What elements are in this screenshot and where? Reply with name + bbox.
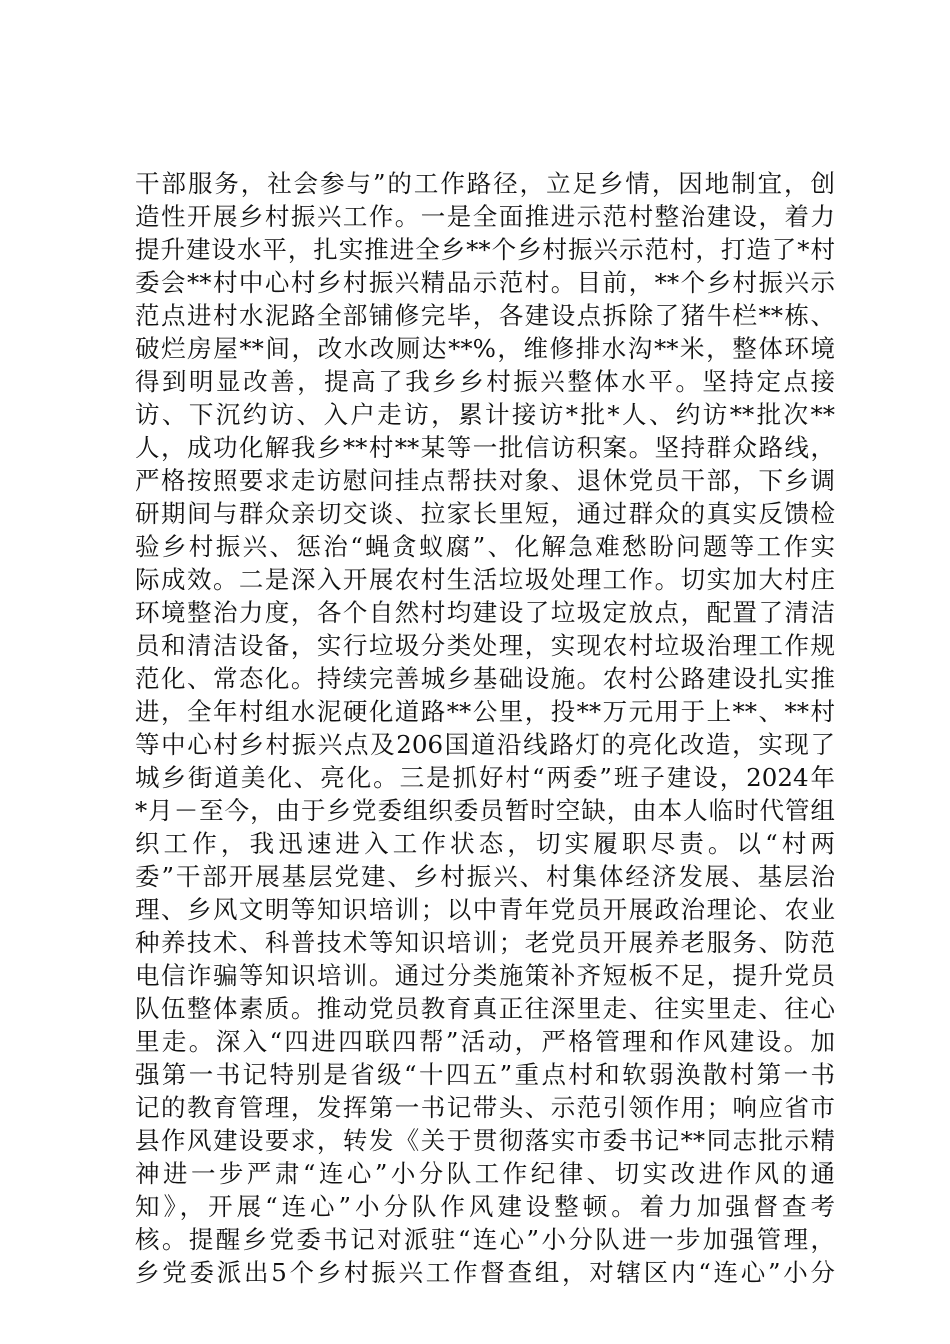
text-line: 队伍整体素质。推动党员教育真正往深里走、往实里走、往心 [135, 994, 835, 1023]
text-line: 神进一步严肃“连心”小分队工作纪律、切实改进作风的通 [135, 1159, 835, 1188]
text-line: 范点进村水泥路全部铺修完毕，各建设点拆除了猪牛栏**栋、 [135, 301, 835, 330]
text-line: 委”干部开展基层党建、乡村振兴、村集体经济发展、基层治 [135, 862, 835, 891]
text-line: 乡党委派出5个乡村振兴工作督查组，对辖区内“连心”小分 [135, 1258, 835, 1287]
text-line: 城乡街道美化、亮化。三是抓好村“两委”班子建设，2024年 [135, 763, 835, 792]
text-line: 知》，开展“连心”小分队作风建设整顿。着力加强督查考 [135, 1192, 835, 1221]
body-paragraph [135, 167, 835, 1289]
text-line: 干部服务，社会参与”的工作路径，立足乡情，因地制宜，创 [135, 169, 835, 198]
text-line: 严格按照要求走访慰问挂点帮扶对象、退休党员干部，下乡调 [135, 466, 835, 495]
text-line: 人，成功化解我乡**村**某等一批信访积案。坚持群众路线， [135, 433, 835, 462]
text-line: 环境整治力度，各个自然村均建设了垃圾定放点，配置了清洁 [135, 598, 835, 627]
text-line: 县作风建设要求，转发《关于贯彻落实市委书记**同志批示精 [135, 1126, 835, 1155]
text-line: 员和清洁设备，实行垃圾分类处理，实现农村垃圾治理工作规 [135, 631, 835, 660]
text-line: 研期间与群众亲切交谈、拉家长里短，通过群众的真实反馈检 [135, 499, 835, 528]
text-line: 访、下沉约访、入户走访，累计接访*批*人、约访**批次** [135, 400, 835, 429]
text-line: 理、乡风文明等知识培训；以中青年党员开展政治理论、农业 [135, 895, 835, 924]
text-line: 强第一书记特别是省级“十四五”重点村和软弱涣散村第一书 [135, 1060, 835, 1089]
text-line: 进，全年村组水泥硬化道路**公里，投**万元用于上**、**村 [135, 697, 835, 726]
text-line: *月－至今，由于乡党委组织委员暂时空缺，由本人临时代管组 [135, 796, 835, 825]
text-line: 里走。深入“四进四联四帮”活动，严格管理和作风建设。加 [135, 1027, 835, 1056]
text-line: 织工作，我迅速进入工作状态，切实履职尽责。以“村两 [135, 829, 835, 858]
text-line: 得到明显改善，提高了我乡乡村振兴整体水平。坚持定点接 [135, 367, 835, 396]
text-line: 电信诈骗等知识培训。通过分类施策补齐短板不足，提升党员 [135, 961, 835, 990]
text-line: 等中心村乡村振兴点及206国道沿线路灯的亮化改造，实现了 [135, 730, 835, 759]
text-line: 提升建设水平，扎实推进全乡**个乡村振兴示范村，打造了*村 [135, 235, 835, 264]
text-line: 核。提醒乡党委书记对派驻“连心”小分队进一步加强管理， [135, 1225, 835, 1254]
text-line: 造性开展乡村振兴工作。一是全面推进示范村整治建设，着力 [135, 202, 835, 231]
text-line: 委会**村中心村乡村振兴精品示范村。目前，**个乡村振兴示 [135, 268, 835, 297]
text-line: 记的教育管理，发挥第一书记带头、示范引领作用；响应省市 [135, 1093, 835, 1122]
text-line: 际成效。二是深入开展农村生活垃圾处理工作。切实加大村庄 [135, 565, 835, 594]
text-line: 破烂房屋**间，改水改厕达**%，维修排水沟**米，整体环境 [135, 334, 835, 363]
text-line: 种养技术、科普技术等知识培训；老党员开展养老服务、防范 [135, 928, 835, 957]
text-line: 验乡村振兴、惩治“蝇贪蚁腐”、化解急难愁盼问题等工作实 [135, 532, 835, 561]
text-line: 范化、常态化。持续完善城乡基础设施。农村公路建设扎实推 [135, 664, 835, 693]
